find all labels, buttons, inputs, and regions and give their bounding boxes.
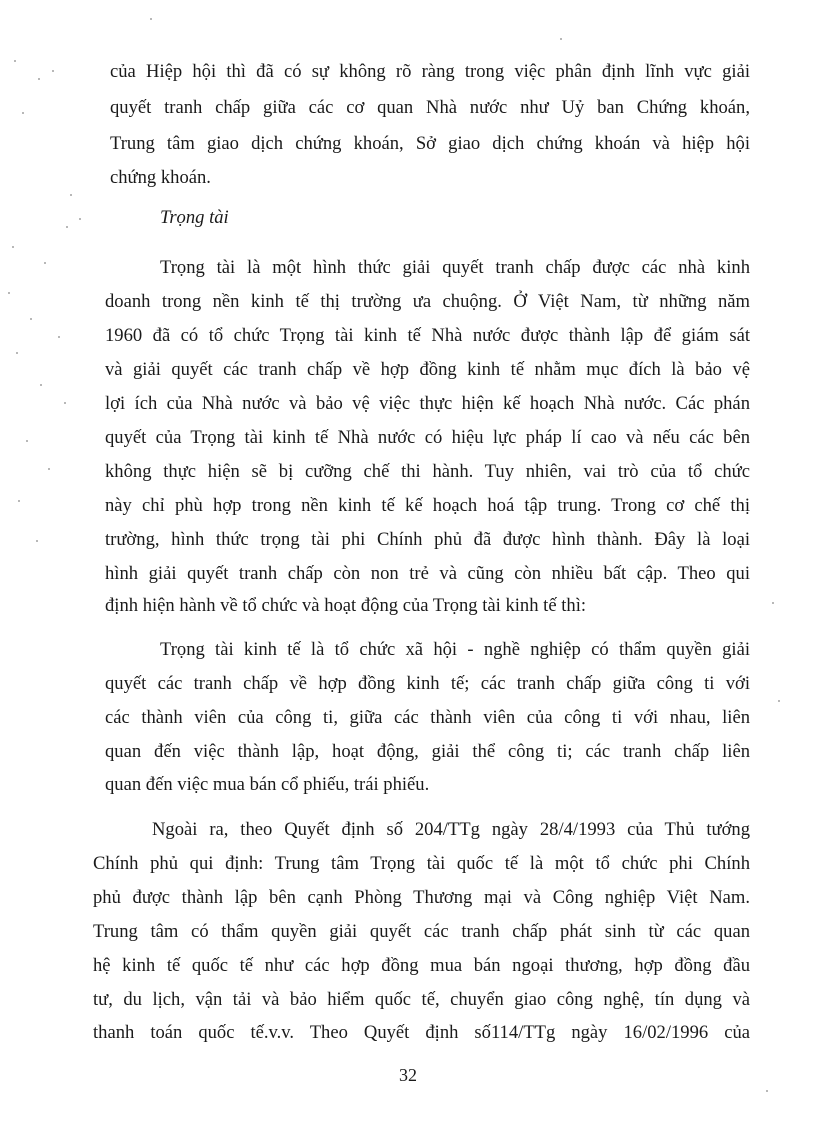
text-line: lợi ích của Nhà nước và bảo vệ việc thực hiện kế hoạch Nhà nước. Các phán [105,393,750,414]
text-line: phủ được thành lập bên cạnh Phòng Thương mại và Công nghiệp Việt Nam. [93,887,750,908]
text-line: chứng khoán. [110,167,211,188]
text-line: hệ kinh tế quốc tế như các hợp đồng mua bán ngoại thương, hợp đồng đầu [93,955,750,976]
text-line: này chỉ phù hợp trong nền kinh tế kế hoạch hoá tập trung. Trong cơ chế thị [105,495,750,516]
quote-line: Trọng tài kinh tế là tổ chức xã hội - nghề nghiệp có thẩm quyền giải [160,639,750,660]
quote-line: quyết các tranh chấp về hợp đồng kinh tế; các tranh chấp giữa công ti với [105,673,750,694]
text-line: định hiện hành về tổ chức và hoạt động của Trọng tài kinh tế thì: [105,595,587,616]
text-line: trường, hình thức trọng tài phi Chính phủ đã được hình thành. Đây là loại [105,529,750,550]
text-line: 1960 đã có tổ chức Trọng tài kinh tế Nhà nước được thành lập để giám sát [105,325,750,346]
text-line: hình giải quyết tranh chấp còn non trẻ và cũng còn nhiều bất cập. Theo qui [105,563,750,584]
text-line: không thực hiện sẽ bị cưỡng chế thi hành. Tuy nhiên, vai trò của tổ chức [105,461,750,482]
text-line: quyết tranh chấp giữa các cơ quan Nhà nước như Uỷ ban Chứng khoán, [110,97,750,118]
text-line: thanh toán quốc tế.v.v. Theo Quyết định số114/TTg ngày 16/02/1996 của [93,1022,750,1043]
text-line: Trọng tài là một hình thức giải quyết tranh chấp được các nhà kinh [160,257,750,278]
text-line: quyết của Trọng tài kinh tế Nhà nước có hiệu lực pháp lí cao và nếu các bên [105,427,750,448]
page-number: 32 [399,1065,417,1085]
text-line: và giải quyết các tranh chấp về hợp đồng kinh tế nhằm mục đích là bảo vệ [105,359,750,380]
text-line: tư, du lịch, vận tải và bảo hiểm quốc tế, chuyển giao công nghệ, tín dụng và [93,989,750,1010]
quote-line: quan đến việc thành lập, hoạt động, giải thể công ti; các tranh chấp liên [105,741,750,762]
quote-line: quan đến việc mua bán cổ phiếu, trái phiếu. [105,774,430,795]
text-line: Trung tâm giao dịch chứng khoán, Sở giao dịch chứng khoán và hiệp hội [110,133,750,154]
section-heading: Trọng tài [160,207,229,228]
text-line: của Hiệp hội thì đã có sự không rõ ràng trong việc phân định lĩnh vực giải [110,61,750,82]
text-line: Chính phủ qui định: Trung tâm Trọng tài quốc tế là một tổ chức phi Chính [93,853,750,874]
text-line: Trung tâm có thẩm quyền giải quyết các tranh chấp phát sinh từ các quan [93,921,750,942]
text-line: Ngoài ra, theo Quyết định số 204/TTg ngày 28/4/1993 của Thủ tướng [152,819,750,840]
quote-line: các thành viên của công ti, giữa các thành viên của công ti với nhau, liên [105,707,750,728]
text-line: doanh trong nền kinh tế thị trường ưa chuộng. Ở Việt Nam, từ những năm [105,291,750,312]
